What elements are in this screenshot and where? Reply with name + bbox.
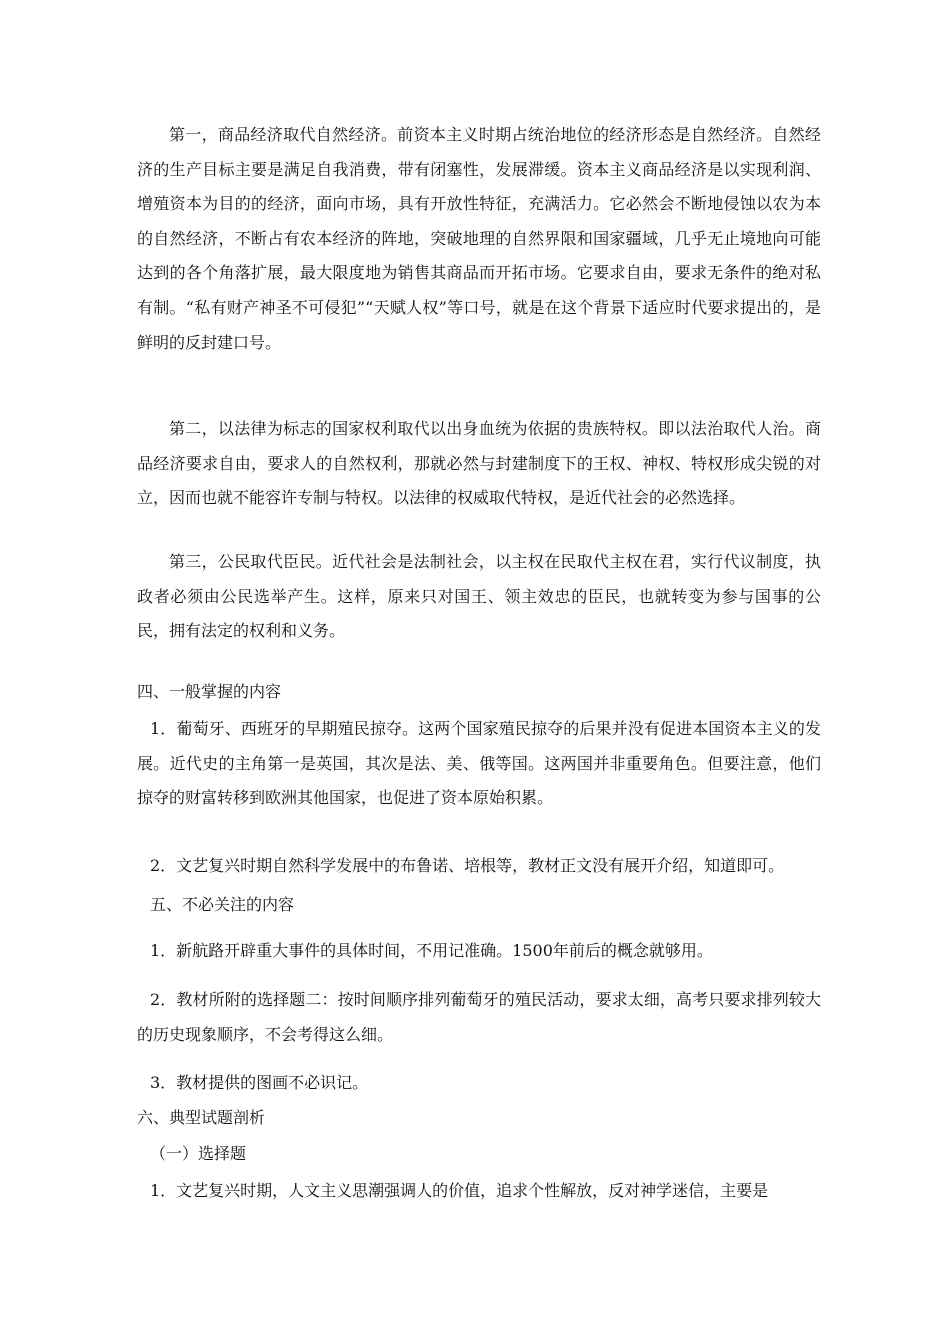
question-renaissance: 1．文艺复兴时期，人文主义思潮强调人的价值，追求个性解放，反对神学迷信，主要是 [150,1181,769,1200]
subheading-choice-questions: （一）选择题 [150,1144,247,1163]
paragraph-rule-of-law: 第二，以法律为标志的国家权利取代以出身血统为依据的贵族特权。即以法治取代人治。商品经济要求自由，要求人的自然权利，那就必然与封建制度下的王权、神权、特权形成尖锐的对立，因而也就不能容许专制与特权。以法律的权威取代特权，是近代社会的必然选择。 [137,419,821,508]
list-item-pictures: 3．教材提供的图画不必识记。 [150,1073,369,1092]
list-item-colonial-plunder: 1．葡萄牙、西班牙的早期殖民掠夺。这两个国家殖民掠夺的后果并没有促进本国资本主义的发展。近代史的主角第一是英国，其次是法、美、俄等国。这两国并非重要角色。但要注意，他们掠夺的财富转移到欧洲其他国家，也促进了资本原始积累。 [137,719,821,808]
list-item-renaissance-science: 2．文艺复兴时期自然科学发展中的布鲁诺、培根等，教材正文没有展开介绍，知道即可。 [150,856,785,875]
section-heading-general: 四、一般掌握的内容 [137,682,282,701]
list-item-choice-question: 2．教材所附的选择题二：按时间顺序排列葡萄牙的殖民活动，要求太细，高考只要求排列较大的历史现象顺序，不会考得这么细。 [137,990,821,1044]
paragraph-citizens: 第三，公民取代臣民。近代社会是法制社会，以主权在民取代主权在君，实行代议制度，执政者必须由公民选举产生。这样，原来只对国王、领主效忠的臣民，也就转变为参与国事的公民，拥有法定的权利和义务。 [137,552,821,641]
section-heading-typical-questions: 六、典型试题剖析 [137,1108,266,1127]
paragraph-commodity-economy: 第一，商品经济取代自然经济。前资本主义时期占统治地位的经济形态是自然经济。自然经济的生产目标主要是满足自我消费，带有闭塞性，发展滞缓。资本主义商品经济是以实现利润、增殖资本为目的的经济，面向市场，具有开放性特征，充满活力。它必然会不断地侵蚀以农为本的自然经济，不断占有农本经济的阵地，突破地理的自然界限和国家疆域，几乎无止境地向可能达到的各个角落扩展，最大限度地为销售其商品而开拓市场。它要求自由，要求无条件的绝对私有制。“私有财产神圣不可侵犯”“天赋人权”等口号，就是在这个背景下适应时代要求提出的，是鲜明的反封建口号。 [137,125,821,352]
list-item-route-dates: 1．新航路开辟重大事件的具体时间，不用记准确。1500年前后的概念就够用。 [150,941,713,960]
section-heading-not-needed: 五、不必关注的内容 [150,895,295,914]
